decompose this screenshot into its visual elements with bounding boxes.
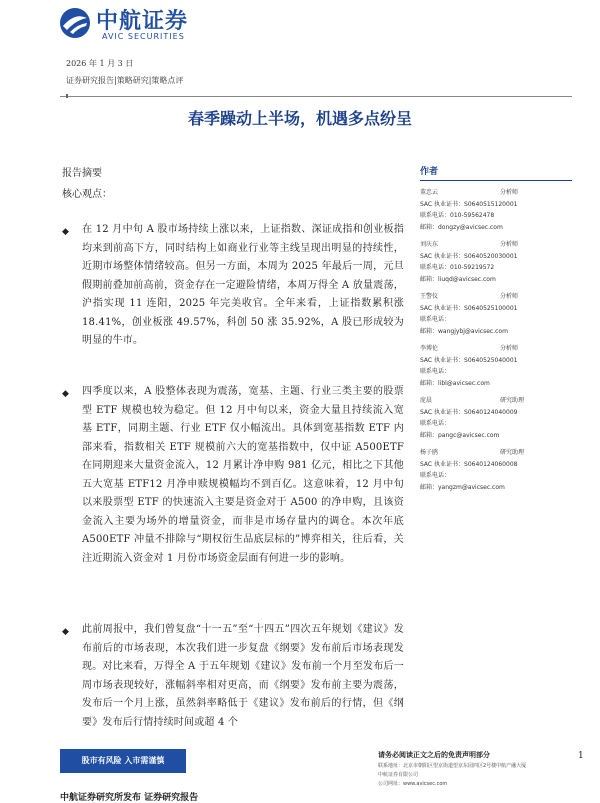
author-cert: SAC 执业证书：S0640515120001 xyxy=(420,200,518,208)
author-phone: 联系电话： xyxy=(420,316,451,323)
bullet-icon: ◆ xyxy=(62,389,69,399)
author-phone: 联系电话： xyxy=(420,420,451,427)
author-entry xyxy=(420,239,572,285)
author-cert: SAC 执业证书：S0640525040001 xyxy=(420,356,518,364)
author-cert: SAC 执业证书：S0640520030001 xyxy=(420,252,518,260)
author-role: 研究助理 xyxy=(500,397,525,404)
author-cert: SAC 执业证书：S0640124040009 xyxy=(420,408,518,416)
disclaimer-text: 请务必阅读正文之后的免责声明部分 xyxy=(378,751,490,759)
header-divider-mark xyxy=(66,94,68,98)
company-name: 中航证券有限公司 xyxy=(378,772,419,778)
author-phone: 联系电话：010-59219572 xyxy=(420,264,495,271)
author-email[interactable]: 邮箱：libl@avicsec.com xyxy=(420,379,490,387)
author-role: 分析师 xyxy=(500,241,519,248)
author-heading: 作者 xyxy=(420,164,572,181)
author-email[interactable]: 邮箱：pangc@avicsec.com xyxy=(420,431,500,439)
author-sidebar xyxy=(420,164,572,499)
report-title: 春季躁动上半场，机遇多点纷呈 xyxy=(187,109,412,128)
author-email[interactable]: 邮箱：yangzm@avicsec.com xyxy=(420,483,505,491)
author-entry xyxy=(420,187,572,233)
author-name: 李博伦 xyxy=(420,345,439,352)
author-phone: 联系电话： xyxy=(420,472,451,479)
author-name: 董忠云 xyxy=(420,189,439,196)
header-divider xyxy=(60,96,572,97)
paragraph-3: 此前周报中，我们曾复盘“十一五”至“十四五”四次五年规划《建议》发布前后的市场表现，本次我们进一步复盘《纲要》发布前后市场表现发现。对比来看，万得全 A 于五年规划《建议》发布前一个月至发布后一周市场表现较好，涨幅斜率相对更高，而《纲要》发布前主要为震荡，发布后一个月上涨，虽然斜率略低于《建议》发布前后的行情，但《纲要》发布后行情持续时间或超 4 个 xyxy=(82,624,404,728)
company-logo xyxy=(58,4,248,44)
company-contact xyxy=(378,762,578,789)
paragraph-2: 四季度以来，A 股整体表现为震荡，宽基、主题、行业三类主要的股票型 ETF 规模也较为稳定。但 12 月中旬以来，资金大量且持续流入宽基 ETF，同期主题、行业 ETF 仅小幅流出。具体到宽基指数 ETF 内部来看，指数相关 ETF 规模前六大的宽基指数中，仅中证 A500ETF 在同期迎来大量资金流入，12 月累计净申购 981 亿元，相比之下其他五大宽基 ETF12 月净申赎规模幅均不到百亿。这意味着，12 月中旬以来股票型 ETF 的快速流入主要是资金对于 A500 的净申购，且该资金流入主要为场外的增量资金，而非是市场存量内的调仓。本次年底 A500ETF 冲量不排除与“期权衍生品底层标的”博弈相关，往后看，关注近期流入资金对 1 月份市场资金层面有何进一步的影响。 xyxy=(82,386,404,564)
logo-text-cn: 中航证券 xyxy=(96,9,189,34)
author-role: 分析师 xyxy=(500,293,519,300)
author-email[interactable]: 邮箱：dongzy@avicsec.com xyxy=(420,223,503,231)
bullet-icon: ◆ xyxy=(62,627,69,637)
author-name: 王警仪 xyxy=(420,293,439,300)
author-name: 刘庆东 xyxy=(420,241,439,248)
breadcrumb: 证券研究报告|策略研究|策略点评 xyxy=(66,76,184,85)
author-entry xyxy=(420,291,572,337)
author-role: 分析师 xyxy=(500,189,519,196)
avic-logo-icon xyxy=(58,6,92,40)
bullet-icon: ◆ xyxy=(62,227,69,237)
author-entry xyxy=(420,343,572,389)
core-label: 核心观点： xyxy=(62,189,112,200)
report-date: 2026 年 1 月 3 日 xyxy=(66,59,134,68)
company-address: 联系地址：北京市朝阳区望京街道望京东园四区2号楼中航产融大厦 xyxy=(378,763,527,769)
risk-warning-text: 股市有风险 入市需谨慎 xyxy=(81,755,165,765)
page-number: 1 xyxy=(578,751,584,761)
author-cert: SAC 执业证书：S0640525100001 xyxy=(420,304,518,312)
author-phone: 联系电话： xyxy=(420,368,451,375)
company-website[interactable]: 公司网址：www.avicsec.com xyxy=(378,781,448,787)
footer-publisher: 中航证券研究所发布 证券研究报告 xyxy=(60,793,199,803)
author-email[interactable]: 邮箱：wangjybj@avicsec.com xyxy=(420,327,508,335)
author-role: 研究助理 xyxy=(500,449,525,456)
author-name: 杨子鸥 xyxy=(420,449,439,456)
logo-text-en: AVIC SECURITIES xyxy=(102,32,185,41)
author-email[interactable]: 邮箱：liuqd@avicsec.com xyxy=(420,275,496,283)
author-role: 分析师 xyxy=(500,345,519,352)
summary-label: 报告摘要 xyxy=(62,168,102,179)
author-name: 庞晨 xyxy=(420,397,433,404)
author-entry xyxy=(420,395,572,441)
paragraph-1: 在 12 月中旬 A 股市场持续上涨以来，上证指数、深证成指和创业板指均来到前高下方，同时结构上如商业行业等主线呈现出明显的持续性，近期市场整体情绪较高。但另一方面，本周为 2025 年最后一周，元旦假期前叠加前高前，资金存在一定避险情绪，本周万得全 A 放量震荡，沪指实现 11 连阳，2025 年完美收官。全年来看，上证指数累积涨 18.41%，创业板涨 49.57%，科创 50 涨 35.92%，A 股已形成较为明显的牛市。 xyxy=(82,224,404,346)
author-entry xyxy=(420,447,572,493)
author-cert: SAC 执业证书：S0640124060008 xyxy=(420,460,518,468)
author-phone: 联系电话：010-59562478 xyxy=(420,212,495,219)
